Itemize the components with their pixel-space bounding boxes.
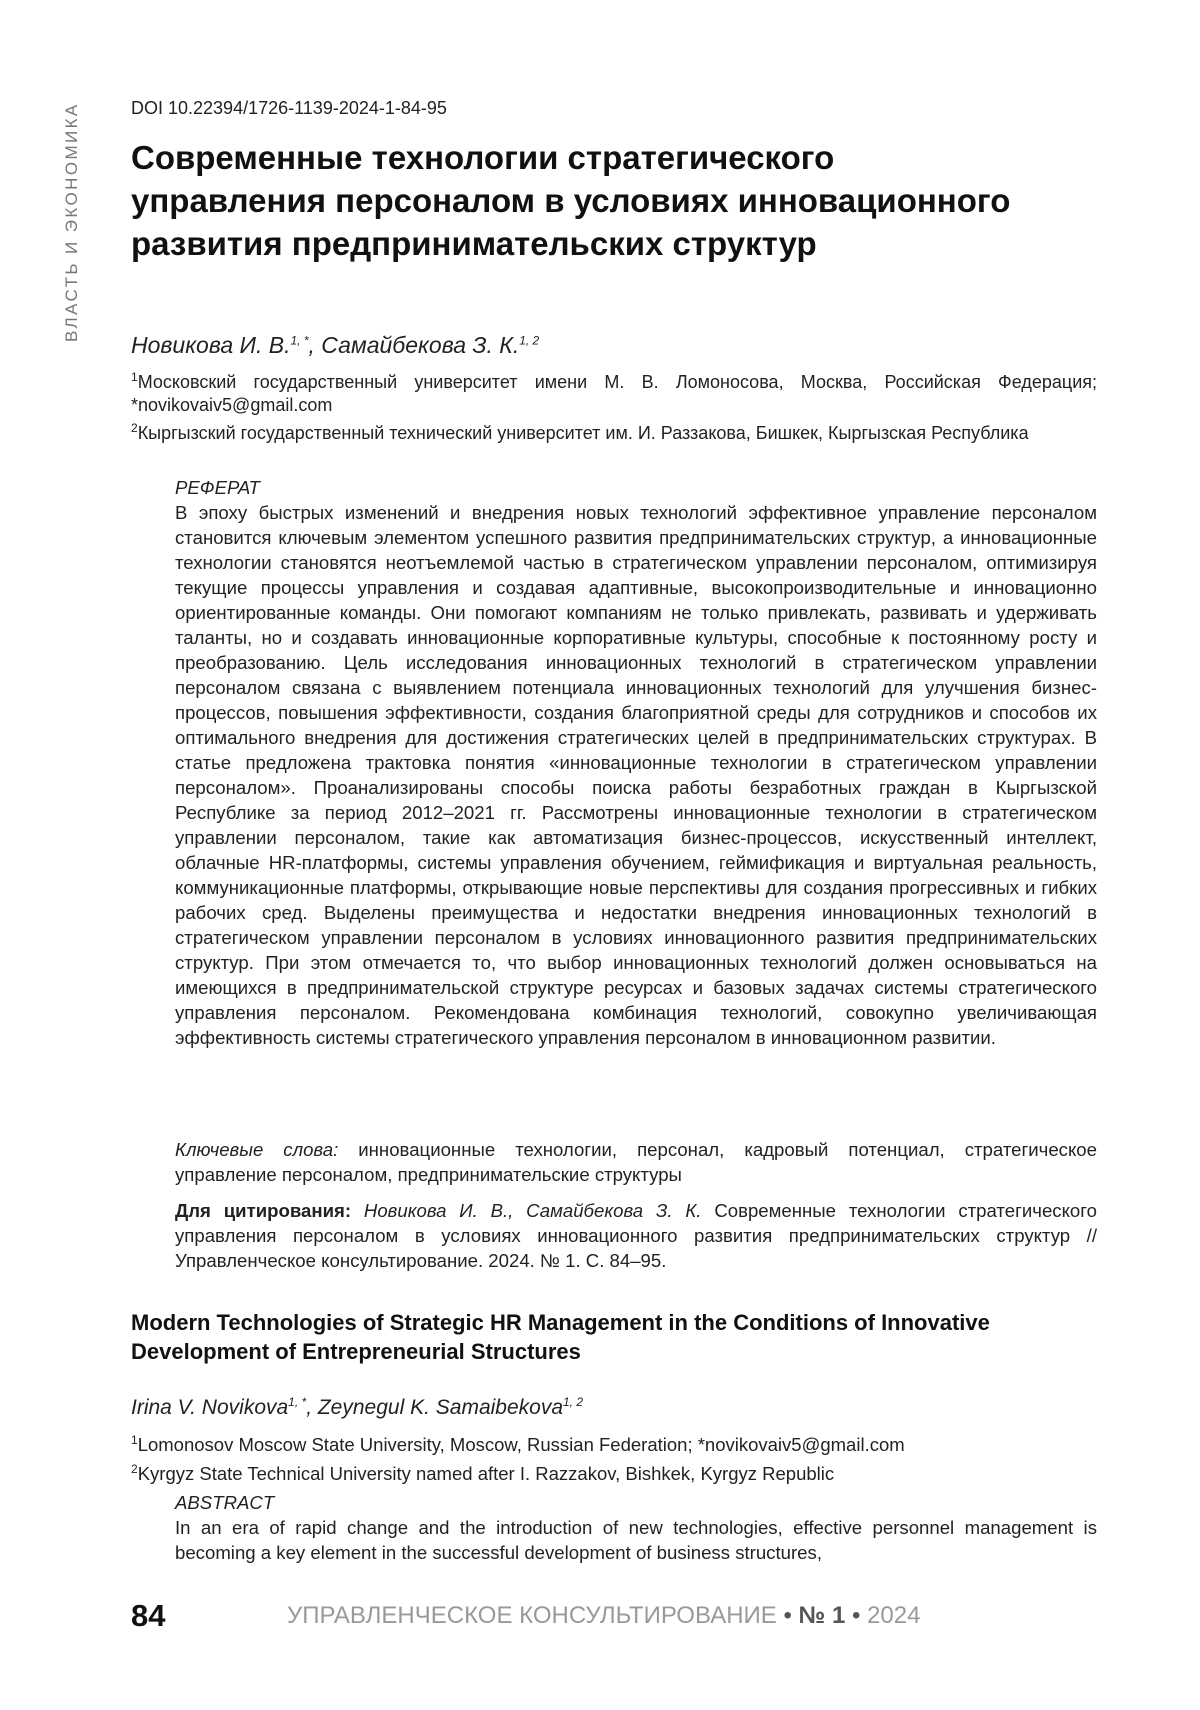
- author-name: Zeynegul K. Samaibekova: [318, 1396, 563, 1419]
- affiliation-text: Lomonosov Moscow State University, Moscow, Russian Federation; *novikovaiv5@gmail.com: [138, 1434, 905, 1455]
- affiliation: [131, 1457, 1097, 1486]
- author-name: Новикова И. В.: [131, 332, 291, 358]
- page-number: 84: [131, 1598, 165, 1634]
- abstract-heading: РЕФЕРАТ: [175, 475, 1097, 500]
- abstract-text: В эпоху быстрых изменений и внедрения новых технологий эффективное управление персоналом становится ключевым элементом успешного развития предпринимательских структур, а инновационные технологии становятся неотъемлемой частью в стратегическом управлении персоналом, оптимизируя текущие процессы управления и создавая адаптивные, высокопроизводительные и инновационно ориентированные команды. Они помогают компаниям не только привлекать, развивать и удерживать таланты, но и создавать инновационные корпоративные культуры, способные к постоянному росту и преобразованию. Цель исследования инновационных технологий в стратегическом управлении персоналом связана с выявлением потенциала инновационных технологий для улучшения бизнес-процессов, повышения эффективности, создания благоприятной среды для сотрудников и способов их оптимального внедрения для достижения стратегических целей в предпринимательских структурах. В статье предложена трактовка понятия «инновационные технологии в стратегическом управлении персоналом». Проанализированы способы поиска работы безработных граждан в Кыргызской Республике за период 2012–2021 гг. Рассмотрены инновационные технологии в стратегическом управлении персоналом, такие как автоматизация бизнес-процессов, искусственный интеллект, облачные HR-платформы, системы управления обучением, геймификация и виртуальная реальность, коммуникационные платформы, открывающие новые перспективы для создания прогрессивных и гибких рабочих сред. Выделены преимущества и недостатки внедрения инновационных технологий в стратегическом управлении персоналом в условиях инновационного развития предпринимательских структур. При этом отмечается то, что выбор инновационных технологий должен основываться на имеющихся в предпринимательской структуре ресурсах и базовых задачах системы стратегического управления персоналом. Рекомендована комбинация технологий, совокупно увеличивающая эффективность системы стратегического управления персоналом в инновационном развитии.: [175, 500, 1097, 1050]
- author-separator: ,: [306, 1396, 318, 1419]
- footer-separator: •: [852, 1602, 860, 1629]
- author-separator: ,: [309, 332, 322, 358]
- affiliation-number: 2: [131, 1462, 138, 1476]
- author-affiliation-mark: 1, *: [291, 333, 309, 347]
- affiliation: [131, 366, 1097, 417]
- citation-authors: Новикова И. В., Самайбекова З. К.: [364, 1200, 702, 1221]
- abstract-heading: ABSTRACT: [175, 1490, 1097, 1515]
- article-title-ru: Современные технологии стратегического управления персоналом в условиях инновационного развития предпринимательских структур: [131, 136, 1031, 265]
- keywords-label: Ключевые слова:: [175, 1139, 338, 1160]
- affiliation-text: Московский государственный университет имени М. В. Ломоносова, Москва, Российская Федерация; *novikovaiv5@gmail.com: [131, 372, 1097, 415]
- affiliation-text: Кыргызский государственный технический университет им. И. Раззакова, Бишкек, Кыргызская Республика: [138, 423, 1029, 443]
- journal-section-label: ВЛАСТЬ И ЭКОНОМИКА: [62, 102, 82, 342]
- affiliation-number: 2: [131, 421, 138, 435]
- authors-ru: [131, 332, 539, 359]
- author-affiliation-mark: 1, 2: [563, 1395, 583, 1409]
- journal-name: УПРАВЛЕНЧЕСКОЕ КОНСУЛЬТИРОВАНИЕ: [287, 1602, 777, 1629]
- issue-number: № 1: [799, 1602, 846, 1629]
- affiliations-en: [131, 1428, 1097, 1486]
- footer-separator: •: [783, 1602, 791, 1629]
- article-title-en: Modern Technologies of Strategic HR Management in the Conditions of Innovative Development of Entrepreneurial Structures: [131, 1308, 1011, 1366]
- affiliation-number: 1: [131, 370, 138, 384]
- affiliation-text: Kyrgyz State Technical University named after I. Razzakov, Bishkek, Kyrgyz Republic: [138, 1463, 834, 1484]
- author-name: Самайбекова З. К.: [321, 332, 519, 358]
- affiliation-number: 1: [131, 1433, 138, 1447]
- abstract-text: In an era of rapid change and the introduction of new technologies, effective personnel management is becoming a key element in the successful development of business structures,: [175, 1515, 1097, 1565]
- citation-label: Для цитирования:: [175, 1200, 351, 1221]
- author-affiliation-mark: 1, 2: [519, 333, 539, 347]
- doi: DOI 10.22394/1726-1139-2024-1-84-95: [131, 98, 447, 119]
- running-footer: [287, 1602, 920, 1630]
- citation-ru: [175, 1198, 1097, 1273]
- keywords-text: инновационные технологии, персонал, кадровый потенциал, стратегическое управление персоналом, предпринимательские структуры: [175, 1139, 1097, 1185]
- abstract-ru: [175, 475, 1097, 1050]
- affiliation: [131, 1428, 1097, 1457]
- abstract-en: [175, 1490, 1097, 1565]
- author-name: Irina V. Novikova: [131, 1396, 288, 1419]
- citation-text: Современные технологии стратегического управления персоналом в условиях инновационного развития предпринимательских структур // Управленческое консультирование. 2024. № 1. С. 84–95.: [175, 1200, 1097, 1271]
- issue-year: 2024: [867, 1602, 920, 1629]
- affiliations-ru: [131, 366, 1097, 445]
- author-affiliation-mark: 1, *: [288, 1395, 306, 1409]
- authors-en: [131, 1395, 583, 1420]
- keywords-ru: [175, 1137, 1097, 1187]
- affiliation: [131, 417, 1097, 445]
